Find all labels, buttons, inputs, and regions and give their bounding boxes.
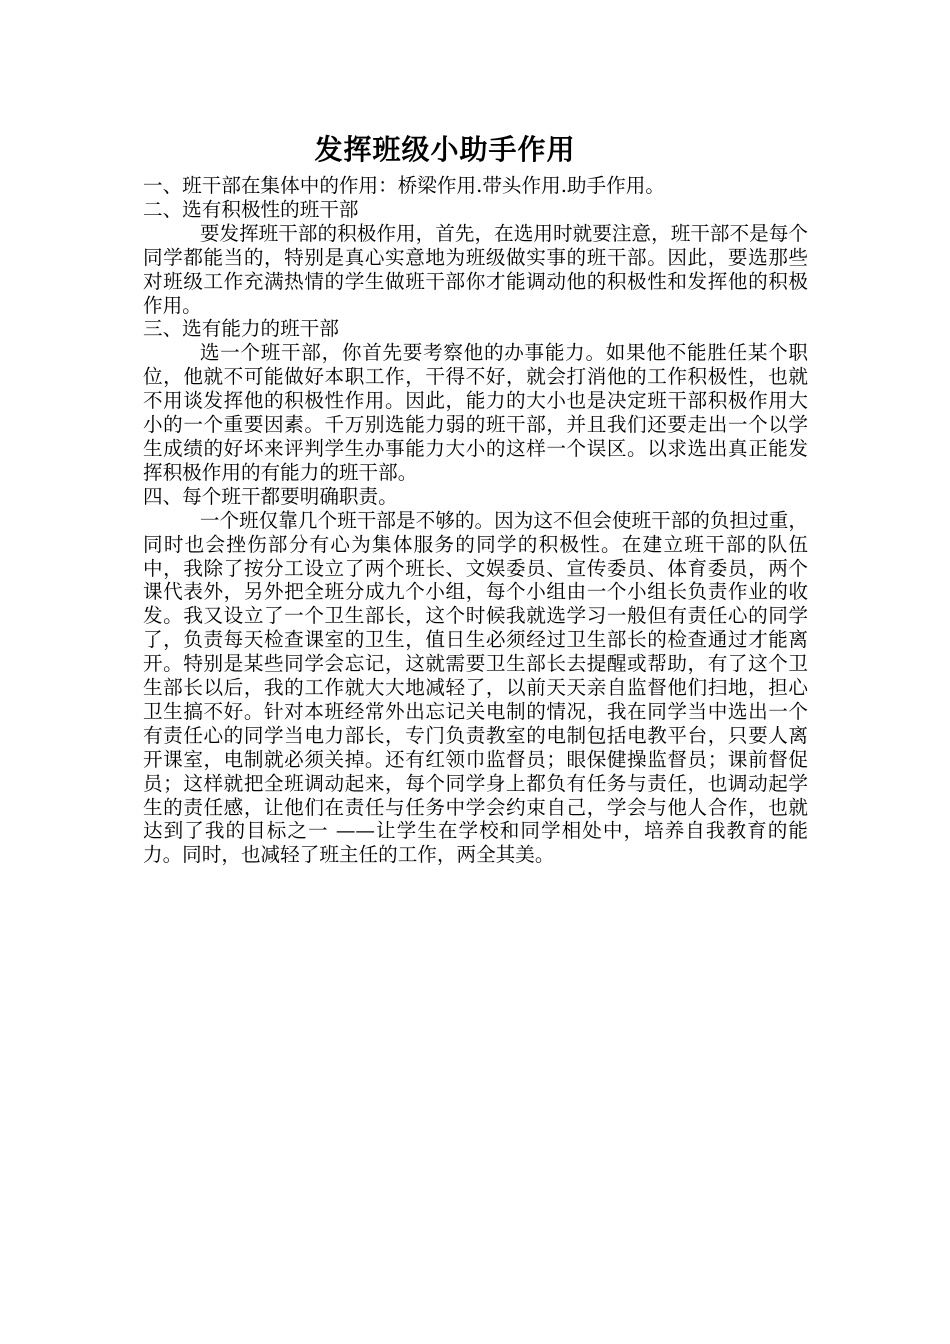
- section-heading-1: 一、班干部在集体中的作用：桥梁作用.带头作用.助手作用。: [143, 174, 665, 197]
- section-heading-4: 四、每个班干都要明确职责。: [143, 484, 398, 508]
- document-title: 发挥班级小助手作用: [314, 133, 576, 166]
- section-heading-2: 二、选有积极性的班干部: [143, 197, 359, 221]
- section-paragraph-2: 要发挥班干部的积极作用，首先，在选用时就要注意，班干部不是每个同学都能当的，特别是真心实意地为班级做实事的班干部。因此，要选那些对班级工作充满热情的学生做班干部你才能调动他的积极性和发挥他的积极作用。: [143, 221, 808, 317]
- document-body: [143, 174, 808, 867]
- section-paragraph-4: 一个班仅靠几个班干部是不够的。因为这不但会使班干部的负担过重，同时也会挫伤部分有心为集体服务的同学的积极性。在建立班干部的队伍中，我除了按分工设立了两个班长、文娱委员、宣传委员、体育委员，两个课代表外，另外把全班分成九个小组，每个小组由一个小组长负责作业的收发。我又设立了一个卫生部长，这个时候我就选学习一般但有责任心的同学了，负责每天检查课室的卫生，值日生必须经过卫生部长的检查通过才能离开。特别是某些同学会忘记，这就需要卫生部长去提醒或帮助，有了这个卫生部长以后，我的工作就大大地减轻了，以前天天亲自监督他们扫地，担心卫生搞不好。针对本班经常外出忘记关电制的情况，我在同学当中选出一个有责任心的同学当电力部长，专门负责教室的电制包括电教平台，只要人离开课室，电制就必须关掉。还有红领巾监督员；眼保健操监督员；课前督促员；这样就把全班调动起来，每个同学身上都负有任务与责任，也调动起学生的责任感，让他们在责任与任务中学会约束自己，学会与他人合作，也就达到了我的目标之一 ——让学生在学校和同学相处中，培养自我教育的能力。同时，也减轻了班主任的工作，两全其美。: [143, 508, 808, 867]
- section-heading-3: 三、选有能力的班干部: [143, 317, 339, 341]
- section-paragraph-3: 选一个班干部，你首先要考察他的办事能力。如果他不能胜任某个职位，他就不可能做好本职工作，干得不好，就会打消他的工作积极性，也就不用谈发挥他的积极性作用。因此，能力的大小也是决定班干部积极作用大小的一个重要因素。千万别选能力弱的班干部，并且我们还要走出一个以学生成绩的好坏来评判学生办事能力大小的这样一个误区。以求选出真正能发挥积极作用的有能力的班干部。: [143, 341, 808, 484]
